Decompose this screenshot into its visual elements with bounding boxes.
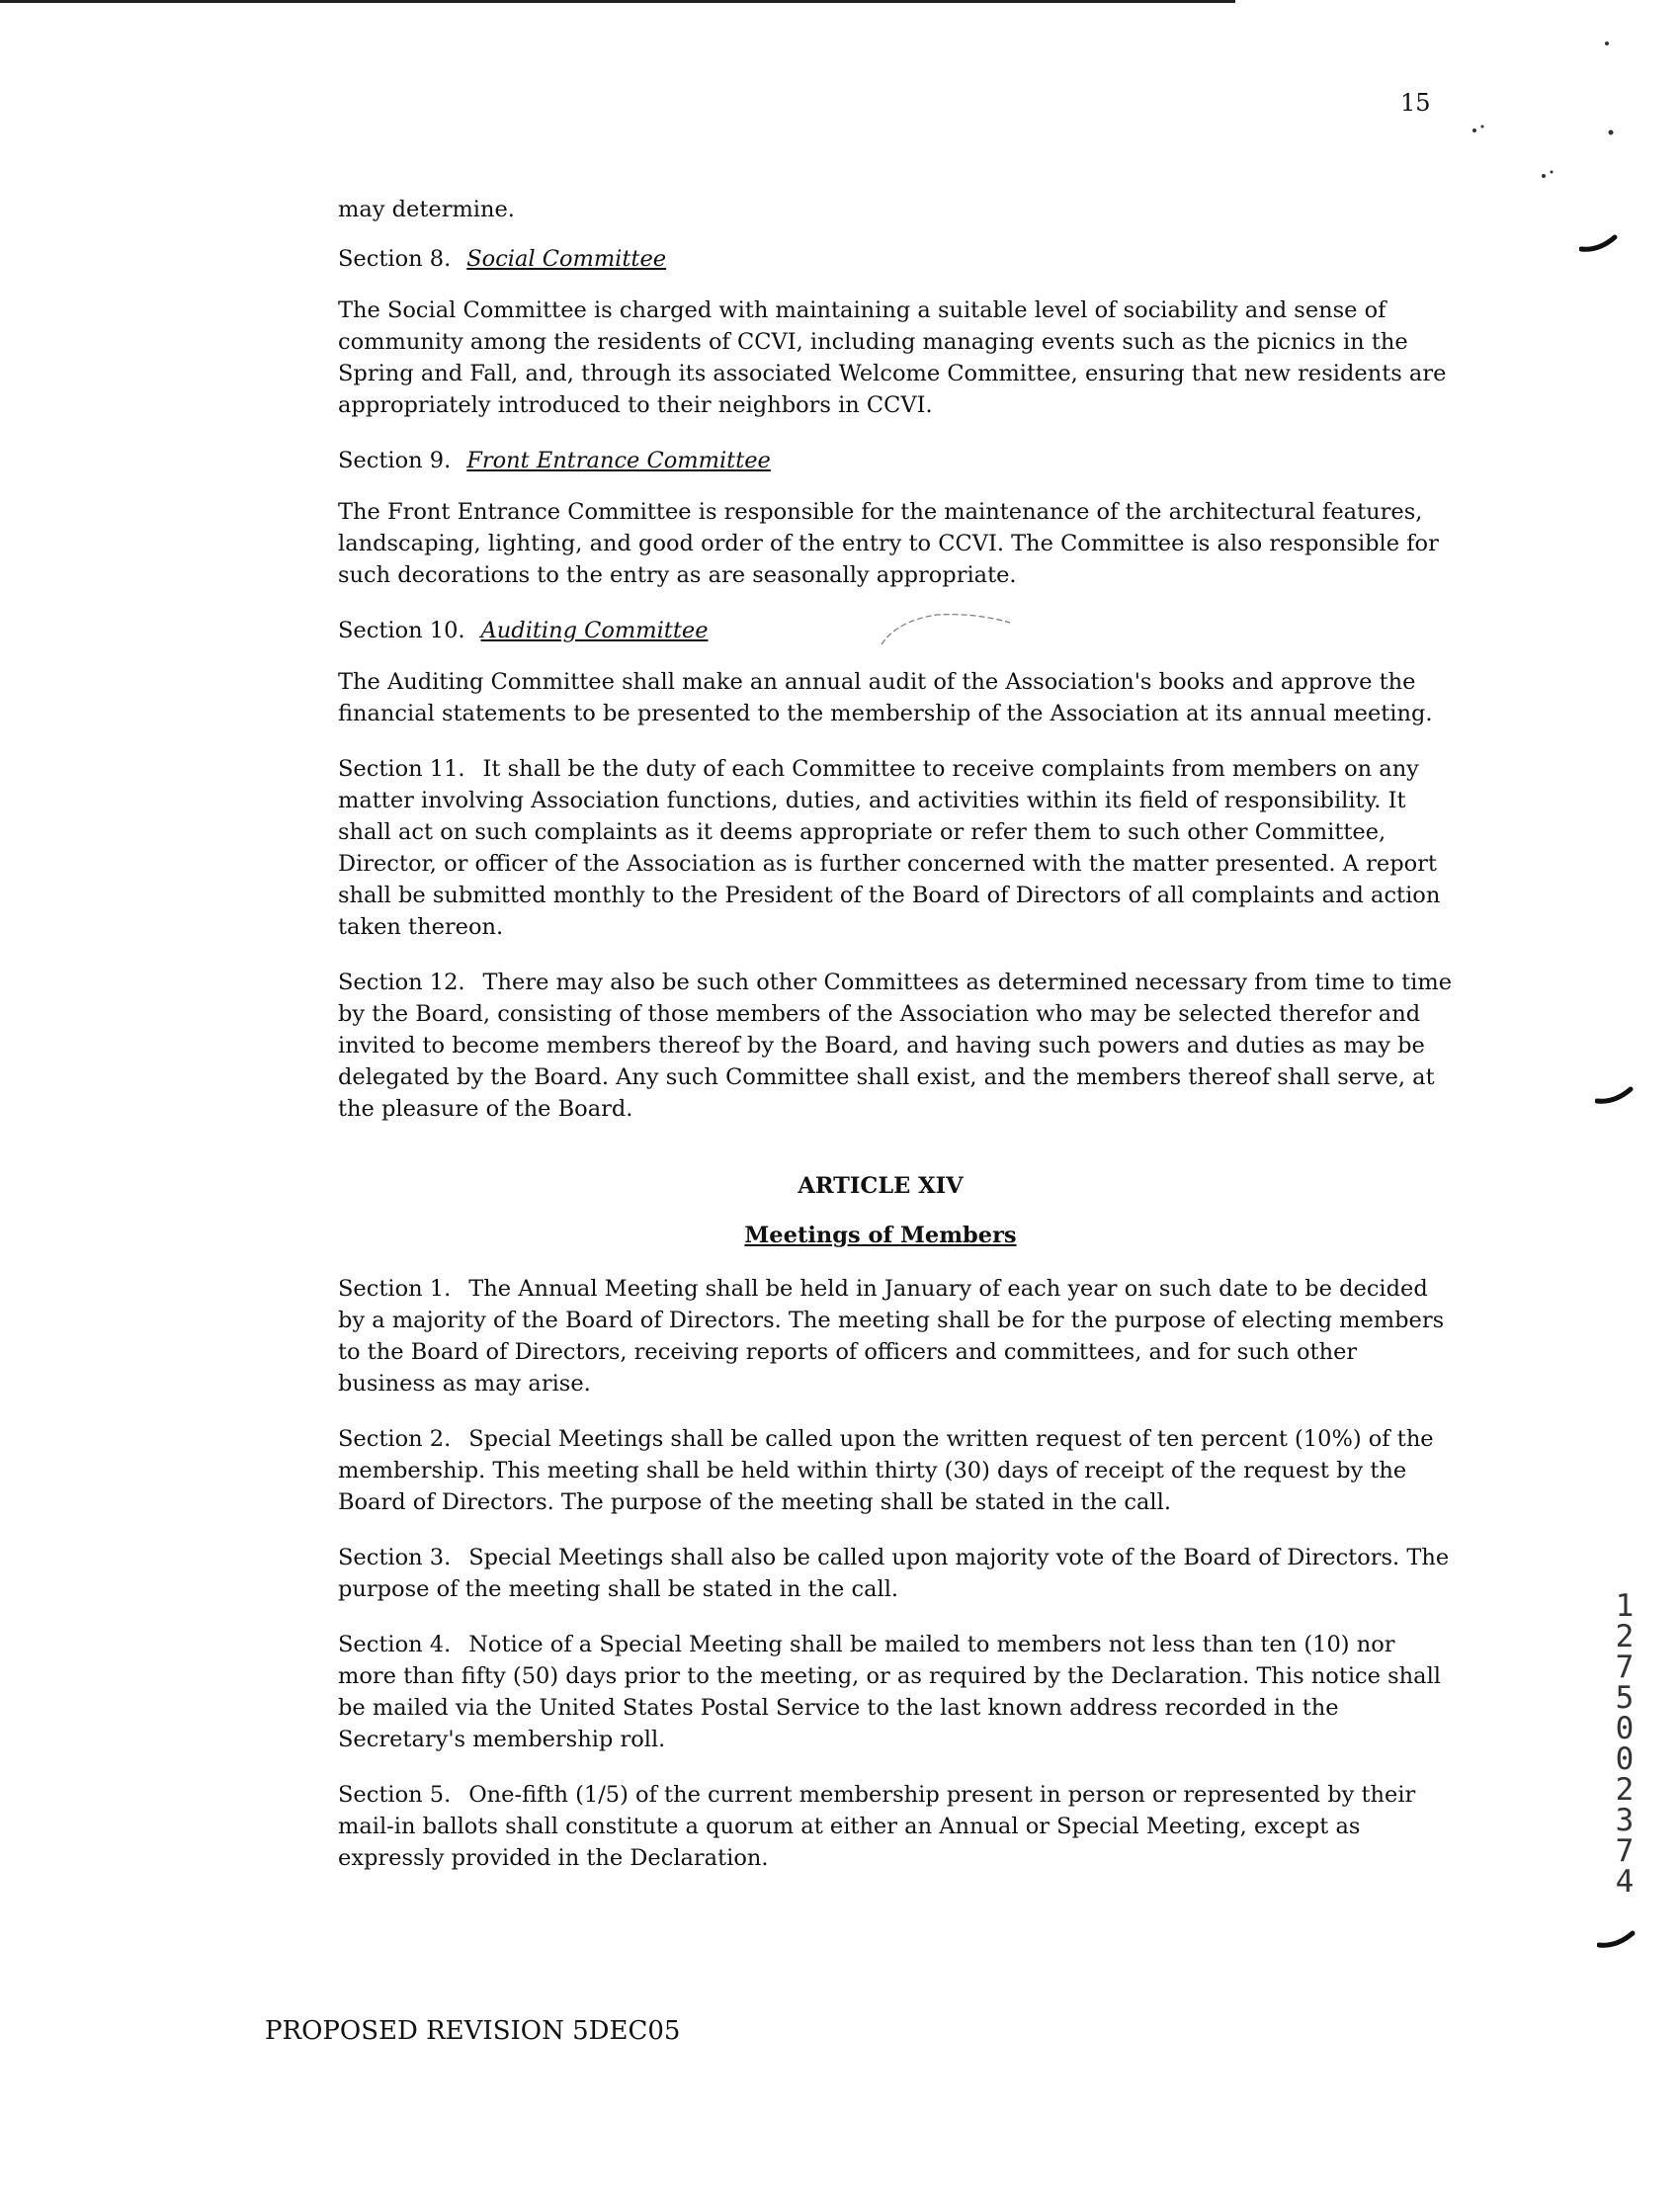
continuation-text: may determine. bbox=[338, 197, 515, 222]
bates-digit: 7 bbox=[1615, 1650, 1635, 1685]
bates-digit: 2 bbox=[1615, 1772, 1635, 1808]
section-11-body: It shall be the duty of each Committee to receive complaints from members on any matter involving Association functions, duties, and activities within its field of responsibility. It shall act on such complaints as it deems appropriate or refer them to such other Committee, Director, or officer of the Association as is further concerned with the matter presented. A report shall be submitted monthly to the President of the Board of Directors of all complaints and action taken thereon. bbox=[338, 756, 1441, 940]
footer-revision: PROPOSED REVISION 5DEC05 bbox=[265, 2016, 681, 2046]
bates-digit: 1 bbox=[1615, 1588, 1635, 1624]
section-8-body: The Social Committee is charged with maintaining a suitable level of sociability and sense of community among the residents of CCVI, including managing events such as the picnics in the Spring and Fall, and, through its associated Welcome Committee, ensuring that new residents are appropriately introduced to their neighbors in CCVI. bbox=[338, 297, 1447, 418]
section-10-body: The Auditing Committee shall make an annual audit of the Association's books and approve the financial statements to be presented to the membership of the Association at its annual meeting. bbox=[338, 669, 1433, 726]
section-8-label: Section 8. bbox=[338, 246, 452, 272]
article-section-4 bbox=[338, 1629, 1455, 1755]
section-11 bbox=[338, 753, 1455, 943]
scan-edge bbox=[0, 0, 1235, 3]
section-12-body: There may also be such other Committees as determined necessary from time to time by the Board, consisting of those members of the Association who may be selected therefor and invited to become members thereof by the Board, and having such powers and duties as may be delegated by the Board. Any such Committee shall exist, and the members thereof shall serve, at the pleasure of the Board. bbox=[338, 970, 1453, 1122]
bates-digit: 7 bbox=[1615, 1833, 1635, 1869]
scan-speckles bbox=[1453, 30, 1650, 188]
section-12-label: Section 12. bbox=[338, 970, 465, 995]
bates-digit: 0 bbox=[1615, 1741, 1635, 1777]
bates-digit: 2 bbox=[1615, 1619, 1635, 1654]
section-9-heading bbox=[338, 445, 1455, 476]
article-section-1-label: Section 1. bbox=[338, 1276, 452, 1302]
binder-mark-middle bbox=[1595, 1085, 1635, 1109]
bates-digit: 3 bbox=[1615, 1803, 1635, 1838]
article-subtitle: Meetings of Members bbox=[744, 1223, 1017, 1248]
section-12 bbox=[338, 967, 1455, 1125]
article-section-3-label: Section 3. bbox=[338, 1545, 452, 1570]
article-section-4-label: Section 4. bbox=[338, 1632, 452, 1657]
article-title: ARTICLE XIV bbox=[798, 1173, 964, 1199]
article-section-3-body: Special Meetings shall also be called upon majority vote of the Board of Directors. The purpose of the meeting shall be stated in the call. bbox=[338, 1545, 1450, 1602]
section-8-title: Social Committee bbox=[466, 246, 667, 272]
section-8-heading bbox=[338, 243, 1455, 275]
section-9-label: Section 9. bbox=[338, 448, 452, 473]
bates-digit: 4 bbox=[1615, 1864, 1635, 1900]
article-section-1-body: The Annual Meeting shall be held in January of each year on such date to be decided by a majority of the Board of Directors. The meeting shall be for the purpose of electing members to the Board of Directors, receiving reports of officers and committees, and for such other business as may arise. bbox=[338, 1276, 1445, 1397]
section-11-label: Section 11. bbox=[338, 756, 465, 782]
section-10-title: Auditing Committee bbox=[480, 618, 709, 643]
binder-mark-bottom bbox=[1597, 1929, 1637, 1953]
article-section-5-label: Section 5. bbox=[338, 1782, 452, 1808]
bates-digit: 5 bbox=[1615, 1680, 1635, 1716]
article-section-4-body: Notice of a Special Meeting shall be mailed to members not less than ten (10) nor more than fifty (50) days prior to the meeting, or as required by the Declaration. This notice shall be mailed via the United States Postal Service to the last known address recorded in the Secretary's membership roll. bbox=[338, 1632, 1441, 1752]
article-section-2-label: Section 2. bbox=[338, 1426, 452, 1452]
binder-mark-top bbox=[1579, 233, 1619, 257]
section-9-title: Front Entrance Committee bbox=[466, 448, 771, 473]
bates-number bbox=[1605, 1588, 1644, 1900]
article-section-3 bbox=[338, 1542, 1455, 1605]
page-number: 15 bbox=[1400, 89, 1431, 117]
article-section-5-body: One-fifth (1/5) of the current membership present in person or represented by their mail-in ballots shall constitute a quorum at either an Annual or Special Meeting, except as expressly provided in the Declaration. bbox=[338, 1782, 1416, 1871]
article-section-1 bbox=[338, 1273, 1455, 1399]
document-body bbox=[338, 194, 1455, 1898]
pen-stroke-mark bbox=[878, 609, 1016, 648]
article-section-2 bbox=[338, 1423, 1455, 1518]
section-9-body: The Front Entrance Committee is responsible for the maintenance of the architectural features, landscaping, lighting, and good order of the entry to CCVI. The Committee is also responsible for such decorations to the entry as are seasonally appropriate. bbox=[338, 499, 1439, 588]
article-section-5 bbox=[338, 1779, 1455, 1874]
bates-digit: 0 bbox=[1615, 1711, 1635, 1746]
section-10-label: Section 10. bbox=[338, 618, 465, 643]
article-section-2-body: Special Meetings shall be called upon the written request of ten percent (10%) of the membership. This meeting shall be held within thirty (30) days of receipt of the request by the Board of Directors. The purpose of the meeting shall be stated in the call. bbox=[338, 1426, 1434, 1515]
